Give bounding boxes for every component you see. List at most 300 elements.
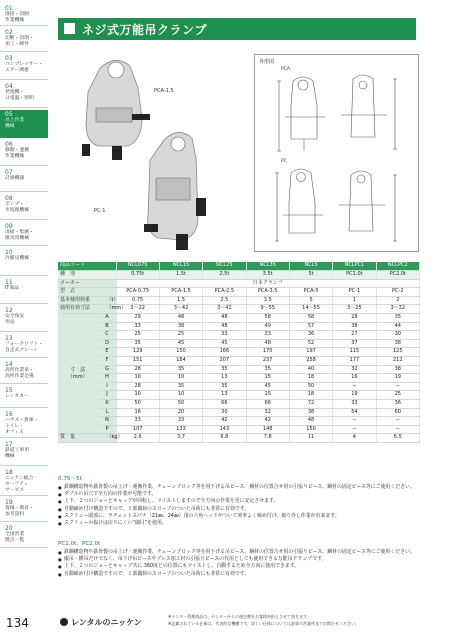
page-number: 134 xyxy=(6,616,29,630)
sidebar-item-label: 作業機械 xyxy=(5,18,25,23)
dimension-key: A xyxy=(98,314,116,323)
note-item: ● スクリュー頭部に、ラチェットスパナ（21㎜、24㎜）用の六角ヘッドがついて効率よく締め付け、取り外し作業が出来ます。 xyxy=(58,513,420,520)
table-cell: PCA-5 xyxy=(289,288,332,297)
table-row xyxy=(58,434,420,443)
table-cell: 19 xyxy=(376,374,419,383)
sidebar-item-02[interactable] xyxy=(0,28,48,52)
table-cell: 15 xyxy=(246,391,289,400)
footer-note-1: ※センター管理商品は、センターからの運送費をお客様負担とさせて頂きます。 xyxy=(168,614,311,619)
table-cell: 72 xyxy=(289,400,332,409)
table-cell: 212 xyxy=(376,357,419,366)
sidebar-item-number: 03 xyxy=(5,55,13,62)
table-cell: 27 xyxy=(333,331,376,340)
table-cell: 0.75 xyxy=(116,296,159,305)
table-cell: 115 xyxy=(333,348,376,357)
dimension-key: I xyxy=(98,382,116,391)
brand-dot-icon xyxy=(60,618,68,626)
sidebar-item-label: コンプレッサー・ xyxy=(5,62,44,67)
row-label: 種 別 xyxy=(58,271,116,280)
diagram-label-pc: PC xyxy=(281,159,287,164)
table-cell: 48 xyxy=(203,322,246,331)
table-cell: 150 xyxy=(289,425,332,434)
table-cell: 37 xyxy=(333,339,376,348)
sidebar-item-number: 19 xyxy=(5,499,13,506)
table-cell: 1.5t xyxy=(159,271,202,280)
sidebar-item-number: 12 xyxy=(5,307,13,314)
sidebar-item-number: 09 xyxy=(5,223,13,230)
sidebar-item-label: 切断・切削・ xyxy=(5,36,34,41)
table-cell: PC2.0t xyxy=(376,271,419,280)
sidebar-item-number: 05 xyxy=(5,111,13,118)
sidebar-item-label: 水処理機械 xyxy=(5,208,29,213)
sidebar-item-label: 吊上作業 xyxy=(5,118,25,123)
table-cell: 38 xyxy=(159,322,202,331)
table-row xyxy=(58,408,420,417)
table-cell: 166 xyxy=(203,348,246,357)
table-row xyxy=(58,262,420,271)
sidebar-item-03[interactable] xyxy=(0,54,48,80)
sidebar-item-label: 安全保安 xyxy=(5,314,25,319)
table-cell: 258 xyxy=(289,357,332,366)
table-cell: 48 xyxy=(159,314,202,323)
table-cell: 3.5t xyxy=(246,271,289,280)
notes-heading-1: 0.75〜5t xyxy=(58,476,82,482)
table-cell: 18 xyxy=(289,391,332,400)
sidebar-item-label: 機械 xyxy=(5,454,15,459)
brand-name: レンタルのニッケン xyxy=(71,618,142,627)
dimension-key: D xyxy=(98,339,116,348)
notes-list-1 xyxy=(58,484,420,527)
sidebar-item-number: 04 xyxy=(5,83,13,90)
table-cell: 14〜55 xyxy=(289,305,332,314)
table-cell: 40 xyxy=(289,365,332,374)
table-cell: − xyxy=(333,382,376,391)
table-cell: − xyxy=(376,425,419,434)
table-cell: 7.8 xyxy=(246,434,289,443)
dimension-unit-text: （mm） xyxy=(67,373,88,380)
table-cell: 33 xyxy=(159,417,202,426)
sidebar-item-label: 機械 xyxy=(5,124,15,129)
sidebar-item-label: 拠点一覧 xyxy=(5,538,25,543)
table-cell: 57 xyxy=(289,322,332,331)
sidebar-item-number: 07 xyxy=(5,169,13,176)
table-row xyxy=(58,348,420,357)
table-cell: 1.5 xyxy=(159,296,202,305)
table-cell: 38 xyxy=(289,408,332,417)
table-cell: 10 xyxy=(159,374,202,383)
table-row xyxy=(58,382,420,391)
table-cell: 19 xyxy=(333,391,376,400)
sidebar-item-label: セーフティ xyxy=(5,482,29,487)
row-unit: （kg） xyxy=(106,434,116,443)
sidebar-item-number: 14 xyxy=(5,361,13,368)
row-unit: （t） xyxy=(106,296,116,305)
sidebar-item-label: ポンプ・ xyxy=(5,202,25,207)
table-cell: 125 xyxy=(376,348,419,357)
spec-table xyxy=(58,262,420,443)
note-item: ● 自動締め付け構造ですので、１部偶荷のスロープのついた吊荷にも非常に有効です。 xyxy=(58,506,420,513)
table-cell: NCL15 xyxy=(159,262,202,271)
sidebar-item-label: 計測機器 xyxy=(5,176,25,181)
table-cell: 3〜42 xyxy=(159,305,202,314)
sidebar-item-label: 移動・運搬 xyxy=(5,148,29,153)
sidebar-item-15[interactable] xyxy=(0,386,48,408)
table-cell: 45 xyxy=(159,339,202,348)
sidebar-item-label: 参考資料 xyxy=(5,512,25,517)
sidebar-item-label: 用品 xyxy=(5,320,15,325)
sidebar-item-label: 鉄道工事用 xyxy=(5,448,29,453)
table-cell: NCLPC2 xyxy=(376,262,419,271)
dimension-key: B xyxy=(98,322,116,331)
note-item: ● ダブルの吊穴で全方向の作業が可能です。 xyxy=(58,491,420,498)
table-row xyxy=(58,322,420,331)
row-label: メーカー xyxy=(58,279,116,288)
notes-heading-2: PC1.0t、PC2.0t xyxy=(58,541,101,547)
sidebar-item-11[interactable] xyxy=(0,278,48,304)
table-cell: 52 xyxy=(289,339,332,348)
table-cell: 3〜22 xyxy=(116,305,159,314)
sidebar-item-07[interactable] xyxy=(0,168,48,192)
table-cell: 38 xyxy=(333,322,376,331)
sidebar-item-label: 作業機械 xyxy=(5,154,25,159)
table-row xyxy=(58,314,420,323)
sidebar-item-08[interactable] xyxy=(0,194,48,220)
table-cell: 30 xyxy=(203,408,246,417)
table-cell: 36 xyxy=(376,400,419,409)
table-row xyxy=(58,400,420,409)
table-cell: 66 xyxy=(246,400,289,409)
table-cell: 10 xyxy=(159,391,202,400)
table-cell: 58 xyxy=(289,314,332,323)
sidebar-item-number: 11 xyxy=(5,279,13,286)
title-square-icon xyxy=(64,23,75,34)
table-cell: 35 xyxy=(246,365,289,374)
sidebar-item-number: 06 xyxy=(5,141,13,148)
dimension-key: N xyxy=(98,417,116,426)
sidebar-item-18[interactable] xyxy=(0,468,48,496)
table-row xyxy=(58,305,420,314)
table-cell: 13 xyxy=(203,391,246,400)
maker-cell: 日本クランプ xyxy=(116,279,420,288)
sidebar-item-label: 全国営業 xyxy=(5,532,25,537)
sidebar-item-label: 資格・教育・ xyxy=(5,506,34,511)
table-cell: 28 xyxy=(333,314,376,323)
table-cell: 2.6 xyxy=(116,434,159,443)
notes-list-2 xyxy=(58,549,420,578)
sidebar-item-label: エアー関連 xyxy=(5,68,29,73)
table-row xyxy=(58,279,420,288)
sidebar-item-17[interactable] xyxy=(0,440,48,466)
table-cell: PC1.0t xyxy=(333,271,376,280)
sidebar-item-09[interactable] xyxy=(0,222,48,246)
category-sidebar xyxy=(0,0,50,610)
table-cell: 148 xyxy=(246,425,289,434)
sidebar-item-number: 10 xyxy=(5,249,13,256)
table-cell: 18 xyxy=(289,374,332,383)
table-cell: 38 xyxy=(376,365,419,374)
table-row xyxy=(58,365,420,374)
table-cell: 50 xyxy=(159,400,202,409)
table-cell: 54 xyxy=(333,408,376,417)
table-row xyxy=(58,357,420,366)
diagram-header: 外形図 xyxy=(259,59,275,65)
product-photos xyxy=(58,48,248,256)
table-cell: 10 xyxy=(116,374,159,383)
table-cell: 44 xyxy=(376,322,419,331)
table-cell: 33 xyxy=(246,331,289,340)
row-label: 商品コード xyxy=(58,262,116,271)
sidebar-item-19[interactable] xyxy=(0,498,48,522)
table-cell: − xyxy=(376,382,419,391)
sidebar-item-label: 分電盤・照明 xyxy=(5,96,34,101)
table-cell: 0.75t xyxy=(116,271,159,280)
sidebar-item-10[interactable] xyxy=(0,248,48,276)
table-cell: 50 xyxy=(289,382,332,391)
table-cell: 177 xyxy=(333,357,376,366)
table-cell: 33 xyxy=(116,322,159,331)
table-cell: 25 xyxy=(159,331,202,340)
table-cell: 151 xyxy=(116,357,159,366)
brand-logo xyxy=(60,617,142,628)
table-cell: NCL35 xyxy=(246,262,289,271)
table-cell: 33 xyxy=(333,400,376,409)
table-cell: 49 xyxy=(246,322,289,331)
table-cell: 13 xyxy=(203,374,246,383)
dimension-key: J xyxy=(98,391,116,400)
sidebar-item-label: ハウス・倉庫・ xyxy=(5,418,39,423)
table-row xyxy=(58,288,420,297)
sidebar-item-label: サービス xyxy=(5,488,25,493)
notes-section-2 xyxy=(58,539,420,578)
sidebar-item-number: 20 xyxy=(5,525,13,532)
dimension-key: G xyxy=(98,365,116,374)
sidebar-item-14[interactable] xyxy=(0,360,48,384)
note-item: ● 上下、２つのジョーとキャップが回転し、ツイストしますので全方向の作業を更に安定させます。 xyxy=(58,498,420,505)
sidebar-item-label: IT商品 xyxy=(5,286,19,291)
table-row xyxy=(58,391,420,400)
table-cell: 28 xyxy=(116,365,159,374)
table-cell: − xyxy=(376,417,419,426)
table-cell: 45 xyxy=(246,382,289,391)
table-cell: 2 xyxy=(376,296,419,305)
dimension-label xyxy=(58,314,98,434)
table-cell: 2.5 xyxy=(203,296,246,305)
table-cell: 35 xyxy=(376,314,419,323)
table-cell: 2.5t xyxy=(203,271,246,280)
table-cell: 35 xyxy=(203,382,246,391)
table-cell: 184 xyxy=(159,357,202,366)
sidebar-item-label: レンタカー xyxy=(5,394,29,399)
table-cell: 237 xyxy=(246,357,289,366)
table-cell: 3.5 xyxy=(246,296,289,305)
sidebar-item-number: 13 xyxy=(5,335,13,342)
sidebar-item-number: 02 xyxy=(5,29,13,36)
table-cell: 3〜42 xyxy=(203,305,246,314)
clamp-photo-illustration xyxy=(58,48,248,256)
sidebar-item-label: 高所作業足場 xyxy=(5,374,34,379)
table-cell: 50 xyxy=(116,400,159,409)
row-label: 使用有効寸法 xyxy=(58,305,106,314)
sidebar-item-number: 08 xyxy=(5,195,13,202)
table-cell: 48 xyxy=(246,339,289,348)
table-cell: 6.5 xyxy=(376,434,419,443)
table-cell: 16 xyxy=(116,408,159,417)
sidebar-item-01[interactable] xyxy=(0,4,48,26)
table-cell: 129 xyxy=(116,348,159,357)
table-cell: PC-2 xyxy=(376,288,419,297)
table-cell: 6.8 xyxy=(203,434,246,443)
diagram-drawing xyxy=(255,55,418,251)
table-cell: 11 xyxy=(289,434,332,443)
table-cell: 66 xyxy=(203,400,246,409)
table-cell: 58 xyxy=(246,314,289,323)
table-cell: PCA-0.75 xyxy=(116,288,159,297)
table-cell: 35 xyxy=(159,382,202,391)
table-row xyxy=(58,331,420,340)
table-cell: PCA-3.5 xyxy=(246,288,289,297)
sidebar-item-12[interactable] xyxy=(0,306,48,332)
dimension-key: L xyxy=(98,408,116,417)
table-cell: PCA-1.5 xyxy=(159,288,202,297)
table-cell: 1 xyxy=(333,296,376,305)
table-cell: 9〜55 xyxy=(246,305,289,314)
table-cell: 20 xyxy=(159,408,202,417)
row-label: 質 量 xyxy=(58,434,106,443)
dimension-diagram xyxy=(254,54,419,252)
notes-section-1 xyxy=(58,474,420,527)
note-item: ● 鉄鋼構造物や鉄骨製の吊上げ・運搬作業、チェーンブロック等を用下げる吊ピース、鋼材の位置合せ用の引張りピース、鋼材の固定ピース等にご使用ください。 xyxy=(58,549,420,556)
table-cell: 143 xyxy=(203,425,246,434)
table-cell: NCL075 xyxy=(116,262,159,271)
sidebar-item-13[interactable] xyxy=(0,334,48,358)
table-cell: 45 xyxy=(203,339,246,348)
dimension-key: P xyxy=(98,425,116,434)
table-cell: 35 xyxy=(203,365,246,374)
table-cell: 60 xyxy=(376,408,419,417)
table-cell: 25 xyxy=(376,391,419,400)
note-item: ● スクリューの抜けは戻りにくい“細目”を使用。 xyxy=(58,520,420,527)
table-cell: 3〜25 xyxy=(333,305,376,314)
table-cell: 150 xyxy=(159,348,202,357)
sidebar-item-label: フォークリフト・ xyxy=(5,342,44,347)
table-cell: 107 xyxy=(116,425,159,434)
table-cell: 5t xyxy=(289,271,332,280)
table-cell: 29 xyxy=(116,314,159,323)
table-row xyxy=(58,296,420,305)
table-cell: 33 xyxy=(116,417,159,426)
sidebar-item-06[interactable] xyxy=(0,140,48,166)
note-item: ● 縦吊・横吊だけでなく、吊下げ吊ピースやプレス加工材の引張りピースの代用としても使用できる万能吊クランプです。 xyxy=(58,556,420,563)
table-cell: 16 xyxy=(333,374,376,383)
table-cell: NCL25 xyxy=(203,262,246,271)
table-cell: 5 xyxy=(289,296,332,305)
photo-label-pc: PC-1 xyxy=(94,208,106,214)
table-cell: − xyxy=(333,417,376,426)
table-cell: 30 xyxy=(376,331,419,340)
footer-note-2: ※記載されている仕様は、代表的な機種です。詳しい仕様については最寄の営業所までお問合せください。 xyxy=(168,621,359,626)
table-cell: 15 xyxy=(246,374,289,383)
sidebar-item-number: 17 xyxy=(5,441,13,448)
sidebar-item-number: 01 xyxy=(5,5,13,12)
row-unit: （mm） xyxy=(106,305,116,314)
table-cell: 42 xyxy=(203,417,246,426)
table-row xyxy=(58,339,420,348)
page-title-bar xyxy=(58,18,416,40)
table-cell: 36 xyxy=(289,331,332,340)
sidebar-item-04[interactable] xyxy=(0,82,48,108)
diagram-label-pca: PCA xyxy=(281,67,290,72)
sidebar-item-label: 発電機・ xyxy=(5,90,25,95)
table-cell: PC-1 xyxy=(333,288,376,297)
table-cell: 35 xyxy=(116,339,159,348)
table-cell: PCA-2.5 xyxy=(203,288,246,297)
table-cell: 197 xyxy=(289,348,332,357)
table-cell: 48 xyxy=(289,417,332,426)
sidebar-item-label: トイレ・ xyxy=(5,424,24,429)
table-cell: − xyxy=(333,425,376,434)
sidebar-item-label: オフィス xyxy=(5,430,24,435)
table-row xyxy=(58,271,420,280)
sidebar-item-label: 清掃・集塵・ xyxy=(5,230,34,235)
table-cell: 38 xyxy=(376,339,419,348)
page-title: ネジ式万能吊クランプ xyxy=(82,23,208,37)
sidebar-item-label: ニッケン総合 xyxy=(5,476,34,481)
sidebar-item-label: 加工・締付 xyxy=(5,42,29,47)
table-cell: 25 xyxy=(116,331,159,340)
note-item: ● 自動締め付け構造ですので、１部偶荷のスロープのついた吊荷にも非常に有効です。 xyxy=(58,571,420,578)
table-cell: 28 xyxy=(116,382,159,391)
dimension-label-text: 寸 法 xyxy=(70,366,86,373)
sidebar-item-20[interactable] xyxy=(0,524,48,548)
table-cell: 33 xyxy=(203,331,246,340)
table-cell: 32 xyxy=(246,408,289,417)
sidebar-item-label: 自走式クレーン xyxy=(5,348,39,353)
dimension-key: K xyxy=(98,400,116,409)
dimension-key: F xyxy=(98,357,116,366)
dimension-key: H xyxy=(98,374,116,383)
photo-label-pca: PCA-1.5 xyxy=(154,88,174,94)
sidebar-item-number: 15 xyxy=(5,387,13,394)
table-cell: NCL5 xyxy=(289,262,332,271)
sidebar-item-label: 冷暖房機械 xyxy=(5,256,29,261)
row-label: 基本使用荷重 xyxy=(58,296,106,305)
table-row xyxy=(58,374,420,383)
table-cell: 3〜32 xyxy=(376,305,419,314)
table-cell: 207 xyxy=(203,357,246,366)
table-cell: 35 xyxy=(159,365,202,374)
note-item: ● 上下、２つのジョーとキャップ共に 360度どの位置にもツイストし、自動するため全方向に使用できます。 xyxy=(58,563,420,570)
table-cell: 48 xyxy=(203,314,246,323)
table-cell: 170 xyxy=(246,348,289,357)
sidebar-item-number: 18 xyxy=(5,469,13,476)
table-row xyxy=(58,417,420,426)
dimension-key: E xyxy=(98,348,116,357)
sidebar-item-16[interactable] xyxy=(0,410,48,438)
sidebar-item-05[interactable] xyxy=(0,110,48,138)
table-cell: 42 xyxy=(246,417,289,426)
sidebar-item-label: 高所作業車・ xyxy=(5,368,34,373)
table-cell: 10 xyxy=(116,391,159,400)
table-cell: NCLPC1 xyxy=(333,262,376,271)
sidebar-item-label: 溶接・切断 xyxy=(5,12,29,17)
note-item: ● 鉄鋼構造物や鉄骨製の吊上げ・運搬作業、チェーンブロック等を用下げる吊ピース、鋼材の位置合せ用の引張りピース、鋼材の固定ピース等にご使用ください。 xyxy=(58,484,420,491)
dimension-key: C xyxy=(98,331,116,340)
table-cell: 133 xyxy=(159,425,202,434)
row-label: 型 式 xyxy=(58,288,116,297)
sidebar-item-label: 換気用機械 xyxy=(5,236,29,241)
table-row xyxy=(58,425,420,434)
table-cell: 3.7 xyxy=(159,434,202,443)
